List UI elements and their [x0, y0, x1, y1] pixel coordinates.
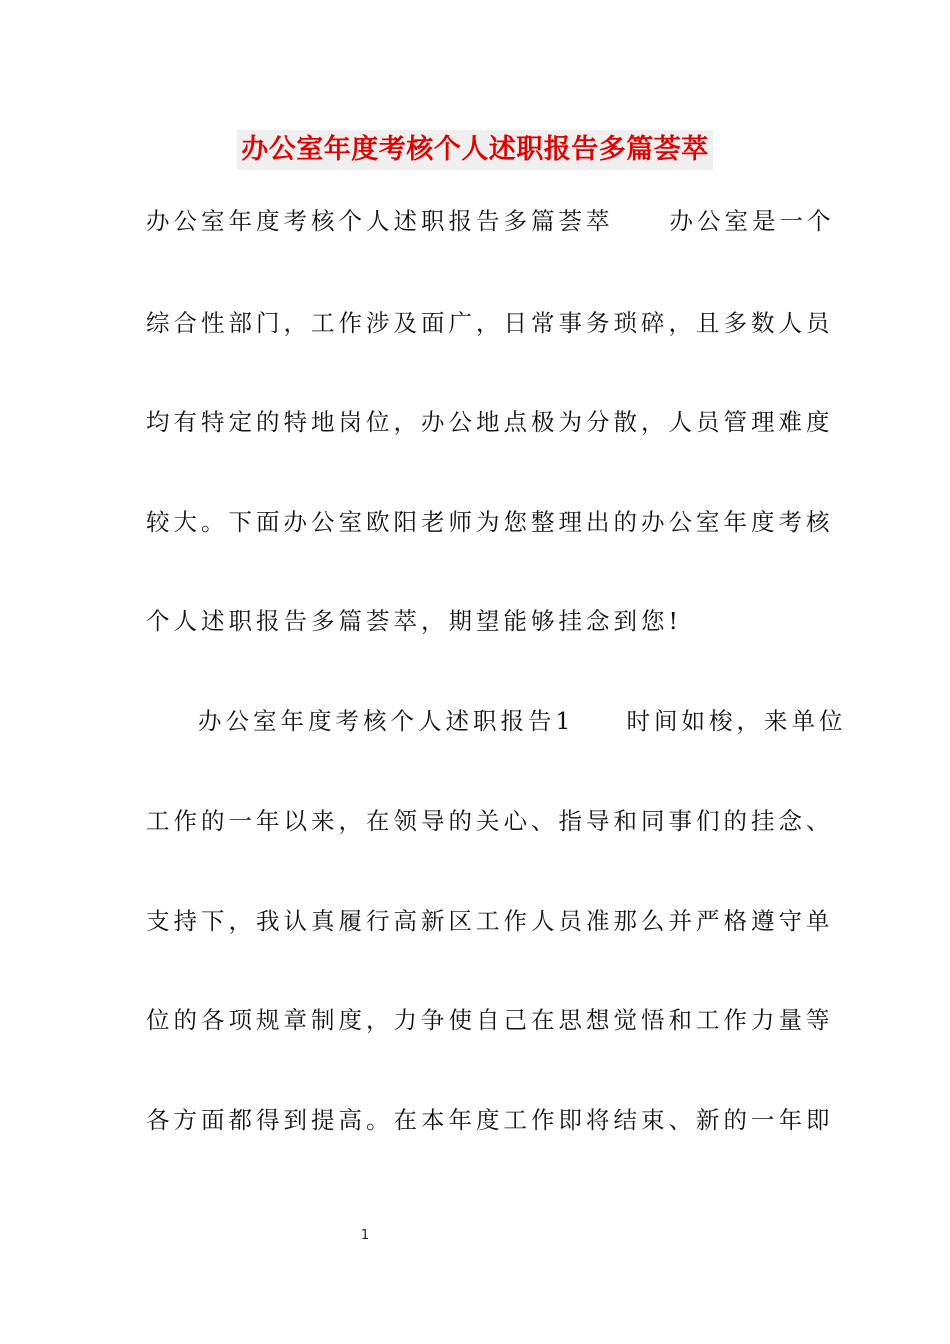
- paragraph-line: 综合性部门，工作涉及面广，日常事务琐碎，且多数人员: [146, 309, 834, 337]
- paragraph-line: 个人述职报告多篇荟萃，期望能够挂念到您!: [146, 607, 682, 635]
- paragraph-line: 工作的一年以来，在领导的关心、指导和同事们的挂念、: [146, 807, 834, 835]
- intro-line: 办公室是一个: [669, 207, 835, 235]
- title-container: [0, 130, 950, 170]
- section-line: 时间如梭，来单位: [626, 707, 847, 735]
- page-number: 1: [360, 1228, 370, 1243]
- paragraph-line: 较大。下面办公室欧阳老师为您整理出的办公室年度考核: [146, 508, 834, 536]
- paragraph-line: 均有特定的特地岗位，办公地点极为分散，人员管理难度: [146, 408, 834, 436]
- section-heading: 办公室年度考核个人述职报告1: [198, 707, 575, 735]
- paragraph-line: 位的各项规章制度，力争使自己在思想觉悟和工作力量等: [146, 1006, 834, 1034]
- document-title: 办公室年度考核个人述职报告多篇荟萃: [237, 130, 713, 170]
- paragraph-line: 各方面都得到提高。在本年度工作即将结束、新的一年即: [146, 1106, 834, 1134]
- paragraph-line: [198, 705, 847, 737]
- paragraph-line: 支持下，我认真履行高新区工作人员准那么并严格遵守单: [146, 907, 834, 935]
- intro-heading: 办公室年度考核个人述职报告多篇荟萃: [146, 207, 614, 235]
- paragraph-line: [146, 205, 835, 237]
